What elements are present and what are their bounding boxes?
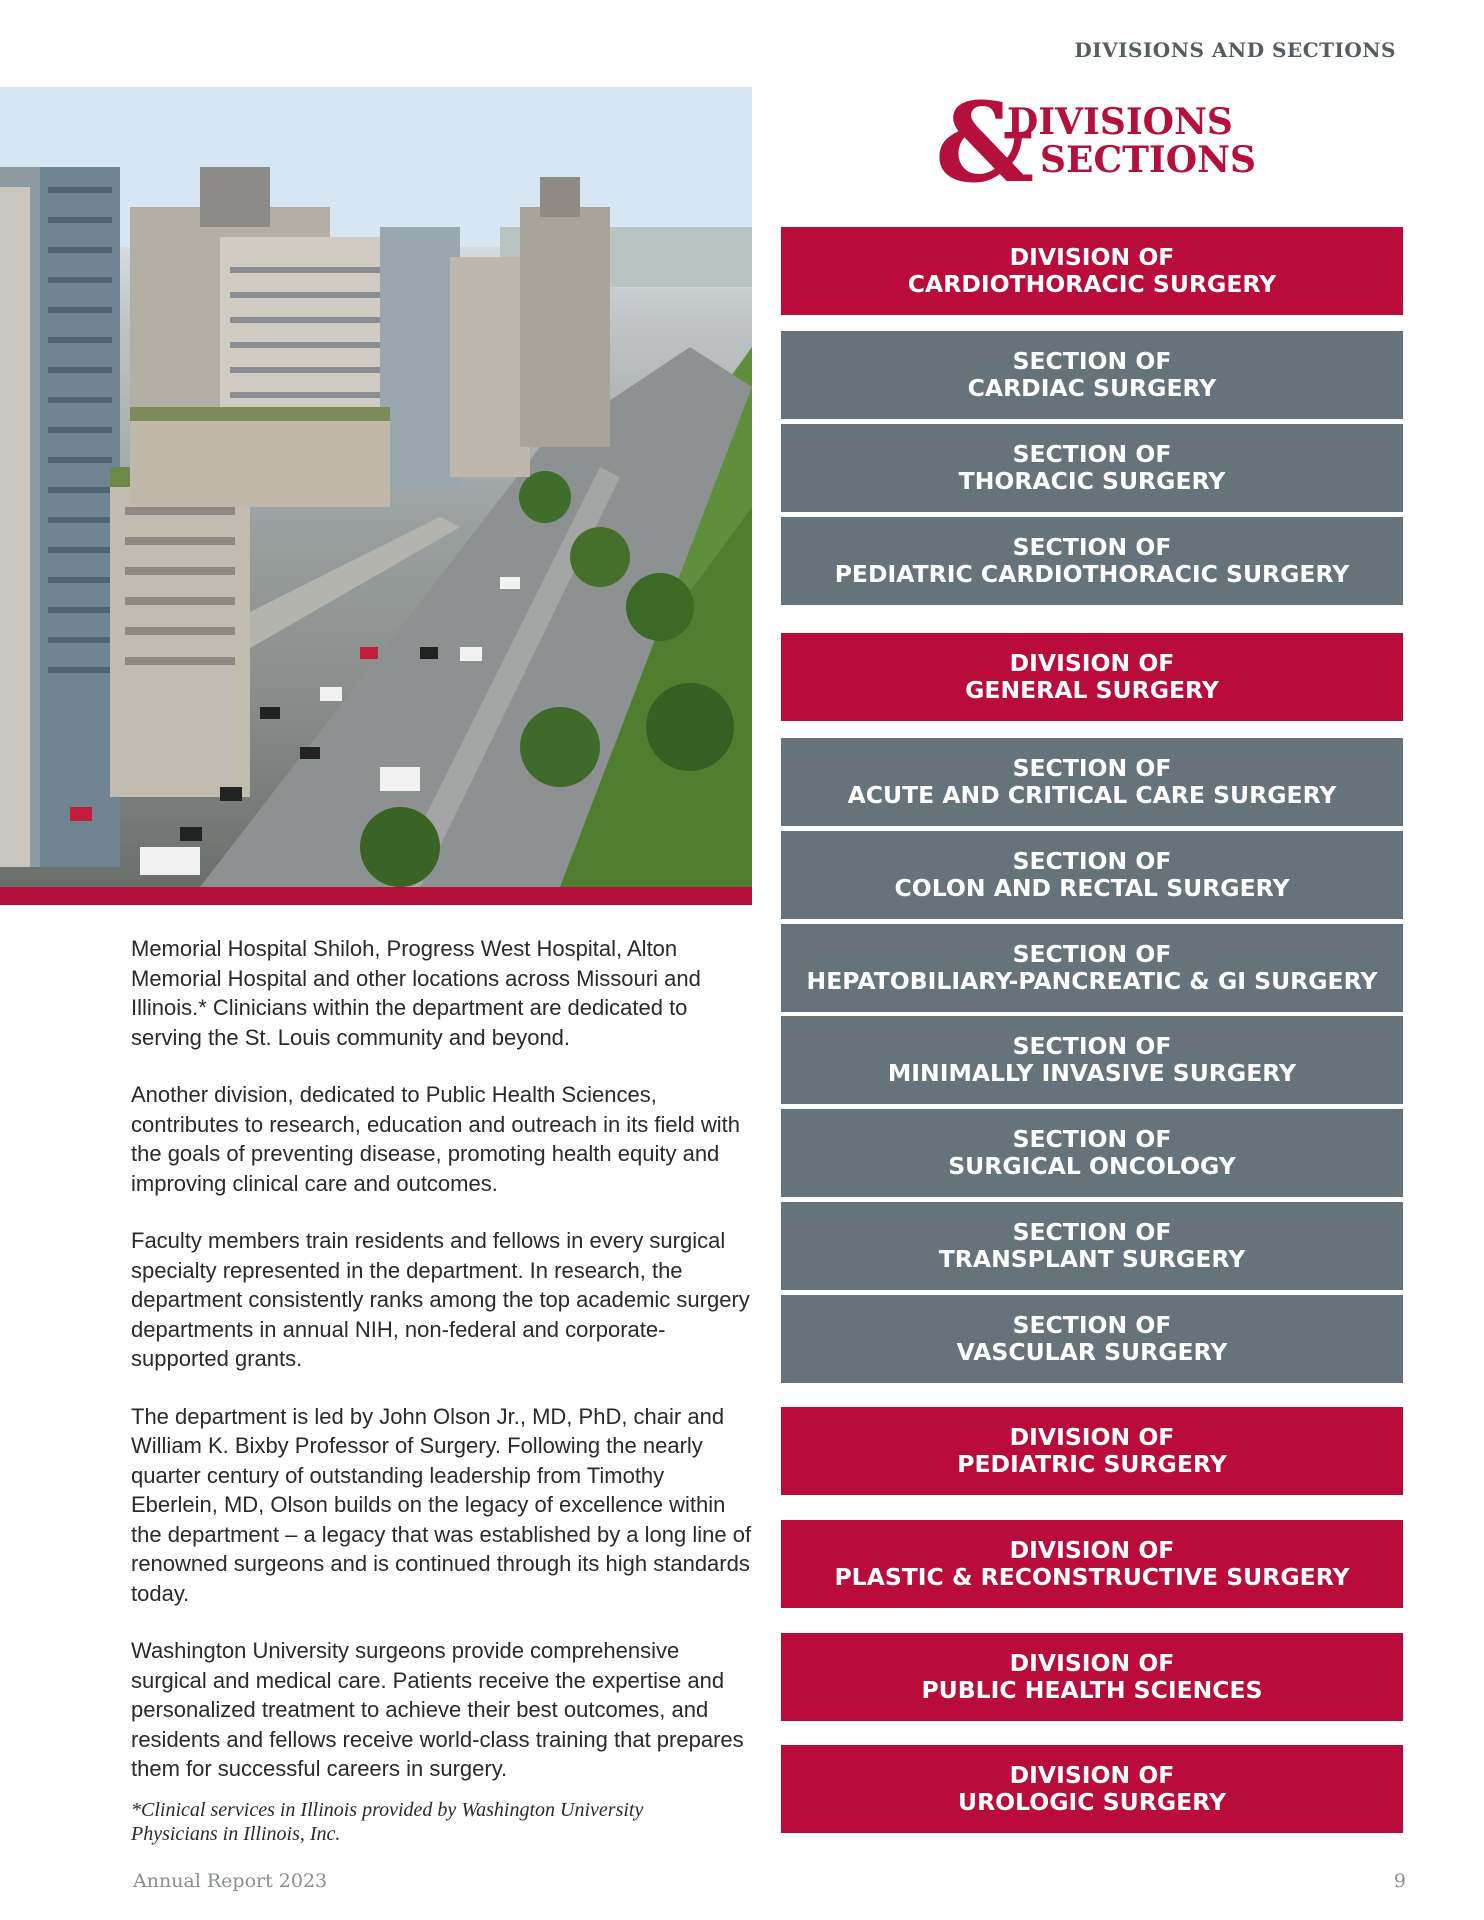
box-label-line2: VASCULAR SURGERY — [956, 1338, 1228, 1366]
paragraph: Washington University surgeons provide comprehensive surgical and medical care. Patients receive the expertise and personalized treatment to achieve their best outcomes, and residents and fellows receive world-class training that prepares them for successful careers in surgery. — [131, 1638, 744, 1781]
divisions-sections-heading — [935, 78, 1275, 210]
section-box-acute-critical-care[interactable] — [781, 738, 1403, 826]
paragraph: Memorial Hospital Shiloh, Progress West Hospital, Alton Memorial Hospital and other locations across Missouri and Illinois.* Clinicians within the department are dedicated to serving the St. Louis community and beyond. — [131, 936, 701, 1050]
section-box-colon-rectal[interactable] — [781, 831, 1403, 919]
section-box-thoracic[interactable] — [781, 424, 1403, 512]
heading-line-divisions: DIVISIONS — [1007, 101, 1233, 143]
box-label-line1: DIVISION OF — [1009, 243, 1175, 271]
paragraph: The department is led by John Olson Jr., MD, PhD, chair and William K. Bixby Professor of Surgery. Following the nearly quarter century of outstanding leadership from Timothy Eberlein, MD, Olson builds on the legacy of excellence within the department – a legacy that was established by a long line of renowned surgeons and is continued through its high standards today. — [131, 1403, 752, 1606]
page-number: 9 — [1393, 1870, 1406, 1892]
box-label-line1: DIVISION OF — [1009, 1536, 1175, 1564]
box-label-line1: SECTION OF — [1012, 1032, 1172, 1060]
ampersand-mark: & — [935, 78, 1035, 207]
body-text — [131, 934, 756, 1812]
box-label-line2: CARDIAC SURGERY — [967, 374, 1217, 402]
box-label-line2: GENERAL SURGERY — [965, 676, 1219, 704]
box-label-line2: COLON AND RECTAL SURGERY — [894, 874, 1290, 902]
section-box-minimally-invasive[interactable] — [781, 1016, 1403, 1104]
box-label-line1: DIVISION OF — [1009, 649, 1175, 677]
division-box-public-health[interactable] — [781, 1633, 1403, 1721]
box-label-line1: DIVISION OF — [1009, 1423, 1175, 1451]
division-box-pediatric[interactable] — [781, 1407, 1403, 1495]
box-label-line2: SURGICAL ONCOLOGY — [948, 1152, 1236, 1180]
box-label-line1: SECTION OF — [1012, 754, 1172, 782]
heading-line-sections: SECTIONS — [1040, 139, 1256, 181]
box-label-line2: PUBLIC HEALTH SCIENCES — [921, 1676, 1263, 1704]
box-label-line1: DIVISION OF — [1009, 1761, 1175, 1789]
box-label-line2: UROLOGIC SURGERY — [957, 1788, 1226, 1816]
section-box-cardiac[interactable] — [781, 331, 1403, 419]
section-box-pediatric-cardiothoracic[interactable] — [781, 517, 1403, 605]
box-label-line1: SECTION OF — [1012, 1125, 1172, 1153]
section-box-hepatobiliary[interactable] — [781, 924, 1403, 1012]
box-label-line2: CARDIOTHORACIC SURGERY — [907, 270, 1277, 298]
running-header: DIVISIONS AND SECTIONS — [1074, 38, 1396, 62]
division-box-urologic[interactable] — [781, 1745, 1403, 1833]
box-label-line1: SECTION OF — [1012, 533, 1172, 561]
section-box-surgical-oncology[interactable] — [781, 1109, 1403, 1197]
division-box-cardiothoracic[interactable] — [781, 227, 1403, 315]
campus-aerial-photo — [0, 87, 752, 887]
box-label-line2: ACUTE AND CRITICAL CARE SURGERY — [847, 781, 1337, 809]
box-label-line1: SECTION OF — [1012, 440, 1172, 468]
paragraph: Faculty members train residents and fellows in every surgical specialty represented in the department. In research, the department consistently ranks among the top academic surgery departments in annual NIH, non-federal and corporate-supported grants. — [131, 1228, 750, 1371]
box-label-line2: PLASTIC & RECONSTRUCTIVE SURGERY — [834, 1563, 1350, 1591]
box-label-line2: HEPATOBILIARY-PANCREATIC & GI SURGERY — [806, 967, 1378, 995]
box-label-line2: MINIMALLY INVASIVE SURGERY — [887, 1059, 1297, 1087]
division-box-plastic-reconstructive[interactable] — [781, 1520, 1403, 1608]
section-box-vascular[interactable] — [781, 1295, 1403, 1383]
box-label-line2: TRANSPLANT SURGERY — [938, 1245, 1246, 1273]
box-label-line1: SECTION OF — [1012, 847, 1172, 875]
division-box-general[interactable] — [781, 633, 1403, 721]
box-label-line2: PEDIATRIC CARDIOTHORACIC SURGERY — [834, 560, 1350, 588]
box-label-line1: SECTION OF — [1012, 940, 1172, 968]
section-box-transplant[interactable] — [781, 1202, 1403, 1290]
photo-accent-bar — [0, 887, 752, 905]
paragraph: Another division, dedicated to Public Health Sciences, contributes to research, education and outreach in its field with the goals of preventing disease, promoting health equity and improving clinical care and outcomes. — [131, 1082, 741, 1196]
footer-publication: Annual Report 2023 — [133, 1870, 328, 1892]
footnote: *Clinical services in Illinois provided by Washington University Physicians in Illinois, Inc. — [131, 1799, 644, 1845]
box-label-line2: THORACIC SURGERY — [958, 467, 1226, 495]
box-label-line1: SECTION OF — [1012, 347, 1172, 375]
box-label-line1: SECTION OF — [1012, 1311, 1172, 1339]
box-label-line1: DIVISION OF — [1009, 1649, 1175, 1677]
box-label-line2: PEDIATRIC SURGERY — [957, 1450, 1227, 1478]
box-label-line1: SECTION OF — [1012, 1218, 1172, 1246]
